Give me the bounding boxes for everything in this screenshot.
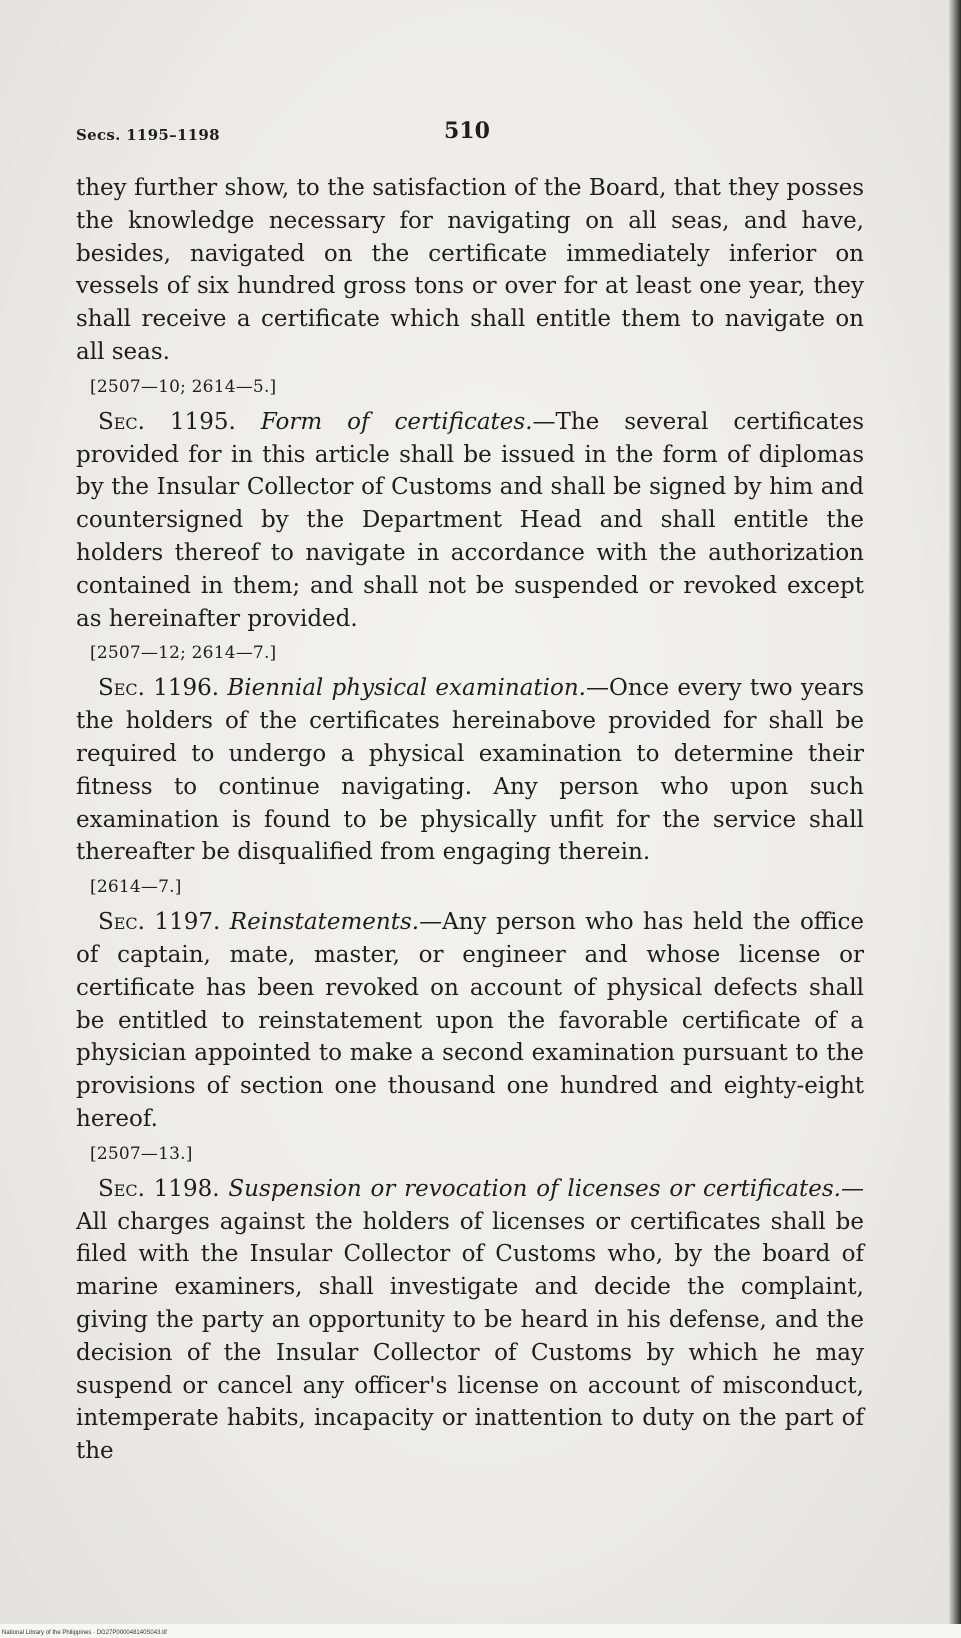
body-text [76, 172, 864, 1468]
footer-strip [0, 1624, 961, 1638]
scan-edge-shadow [949, 0, 961, 1638]
section-label: Sec. 1198. [98, 1175, 220, 1202]
footer-note: National Library of the Philippines · DG27P000048140S043.tif [2, 1630, 167, 1636]
section-text: —Once every two years the holders of the certificates hereinabove provided for shall be required to undergo a physical examination to determine their fitness to continue navigating. Any person who upon such examination is found to be physically unfit for the service shall thereafter be disqualified from engaging therein. [76, 675, 864, 866]
section-title: Form of certificates. [260, 408, 533, 435]
section-title: Suspension or revocation of licenses or certificates. [228, 1175, 841, 1202]
section-1197 [76, 906, 864, 1136]
page-header [76, 118, 866, 148]
section-title: Biennial physical examination. [227, 675, 586, 702]
section-1195 [76, 406, 864, 636]
running-head: Secs. 1195–1198 [76, 126, 220, 144]
section-text: —The several certificates provided for in this article shall be issued in the form of diplomas by the Insular Collector of Customs and shall be signed by him and countersigned by the Department Head and shall entitle the holders thereof to navigate in accordance with the authorization contained in them; and shall not be suspended or revoked except as hereinafter provided. [76, 408, 864, 632]
citation: [2507—13.] [90, 1143, 193, 1164]
section-text: —Any person who has held the office of captain, mate, master, or engineer and whose license or certificate has been revoked on account of physical defects shall be entitled to reinstatement upon the favorable certificate of a physician appointed to make a second examination pursuant to the provisions of section one thousand one hundred and eighty-eight hereof. [76, 909, 864, 1132]
citation: [2614—7.] [90, 877, 182, 898]
section-label: Sec. 1197. [98, 909, 221, 936]
section-label: Sec. 1195. [98, 408, 236, 435]
section-1196 [76, 672, 864, 869]
page-number: 510 [444, 118, 490, 144]
section-1198 [76, 1173, 864, 1468]
section-label: Sec. 1196. [98, 675, 220, 702]
citation: [2507—10; 2614—5.] [90, 376, 277, 397]
citation: [2507—12; 2614—7.] [90, 643, 277, 664]
continuation-paragraph: they further show, to the satisfaction of the Board, that they posses the knowledge necessary for navigating on all seas, and have, besides, navigated on the certificate immediately inferior on vessels of six hundred gross tons or over for at least one year, they shall receive a certificate which shall entitle them to navigate on all seas. [76, 175, 864, 365]
section-title: Reinstatements. [229, 909, 420, 936]
section-text: —All charges against the holders of licenses or certificates shall be filed with the Insular Collector of Customs who, by the board of marine examiners, shall investigate and decide the complaint, giving the party an opportunity to be heard in his defense, and the decision of the Insular Collector of Customs by which he may suspend or cancel any officer's license on account of misconduct, intemperate habits, incapacity or inattention to duty on the part of the [76, 1175, 864, 1465]
